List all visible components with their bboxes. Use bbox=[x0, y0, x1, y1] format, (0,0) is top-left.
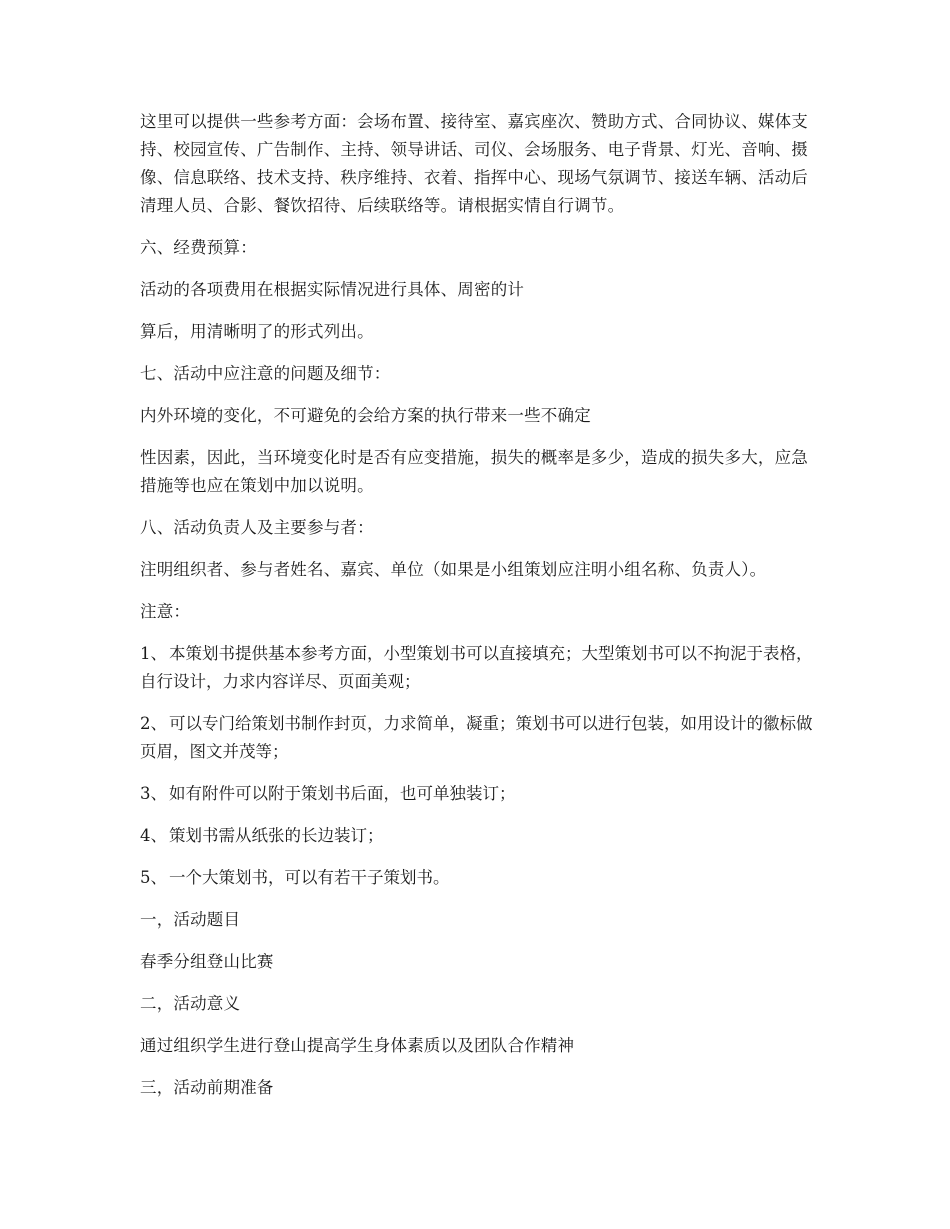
heading-notices: 七、活动中应注意的问题及细节： bbox=[140, 364, 391, 383]
paragraph-notices-1: 内外环境的变化，不可避免的会给方案的执行带来一些不确定 bbox=[140, 406, 591, 425]
heading-attention: 注意： bbox=[140, 602, 191, 621]
paragraph-notices-2: 性因素，因此，当环境变化时是否有应变措施，损失的概率是多少，造成的损失多大，应急措施等也应在策划中加以说明。 bbox=[140, 448, 808, 495]
note-item bbox=[140, 710, 820, 766]
document-body bbox=[140, 108, 820, 1116]
note-number: 4、 bbox=[140, 826, 167, 845]
heading-responsible: 八、活动负责人及主要参与者： bbox=[140, 518, 374, 537]
heading-budget: 六、经费预算： bbox=[140, 238, 257, 257]
note-text: 一个大策划书，可以有若干子策划书。 bbox=[169, 868, 450, 887]
paragraph-activity-title: 春季分组登山比赛 bbox=[140, 952, 274, 971]
heading-activity-title: 一，活动题目 bbox=[140, 910, 241, 929]
note-number: 5、 bbox=[140, 868, 167, 887]
paragraph-responsible: 注明组织者、参与者姓名、嘉宾、单位（如果是小组策划应注明小组名称、负责人）。 bbox=[140, 560, 767, 579]
note-text: 如有附件可以附于策划书后面，也可单独装订； bbox=[169, 784, 516, 803]
paragraph-budget-1: 活动的各项费用在根据实际情况进行具体、周密的计 bbox=[140, 280, 525, 299]
heading-preparation: 三，活动前期准备 bbox=[140, 1078, 274, 1097]
paragraph-reference-aspects: 这里可以提供一些参考方面：会场布置、接待室、嘉宾座次、赞助方式、合同协议、媒体支持、校园宣传、广告制作、主持、领导讲话、司仪、会场服务、电子背景、灯光、音响、摄像、信息联络、技术支持、秩序维持、衣着、指挥中心、现场气氛调节、接送车辆、活动后清理人员、合影、餐饮招待、后续联络等。请根据实情自行调节。 bbox=[140, 112, 808, 215]
note-item bbox=[140, 822, 820, 850]
heading-activity-meaning: 二，活动意义 bbox=[140, 994, 241, 1013]
note-item bbox=[140, 640, 820, 696]
note-text: 可以专门给策划书制作封页，力求简单，凝重；策划书可以进行包装，如用设计的徽标做页眉，图文并茂等； bbox=[140, 714, 813, 761]
note-number: 3、 bbox=[140, 784, 167, 803]
paragraph-activity-meaning: 通过组织学生进行登山提高学生身体素质以及团队合作精神 bbox=[140, 1036, 575, 1055]
note-number: 2、 bbox=[140, 714, 167, 733]
note-number: 1、 bbox=[140, 644, 167, 663]
paragraph-budget-2: 算后，用清晰明了的形式列出。 bbox=[140, 322, 374, 341]
note-item bbox=[140, 780, 820, 808]
note-item bbox=[140, 864, 820, 892]
note-text: 本策划书提供基本参考方面，小型策划书可以直接填充；大型策划书可以不拘泥于表格，自行设计，力求内容详尽、页面美观； bbox=[140, 644, 813, 691]
note-text: 策划书需从纸张的长边装订； bbox=[169, 826, 384, 845]
